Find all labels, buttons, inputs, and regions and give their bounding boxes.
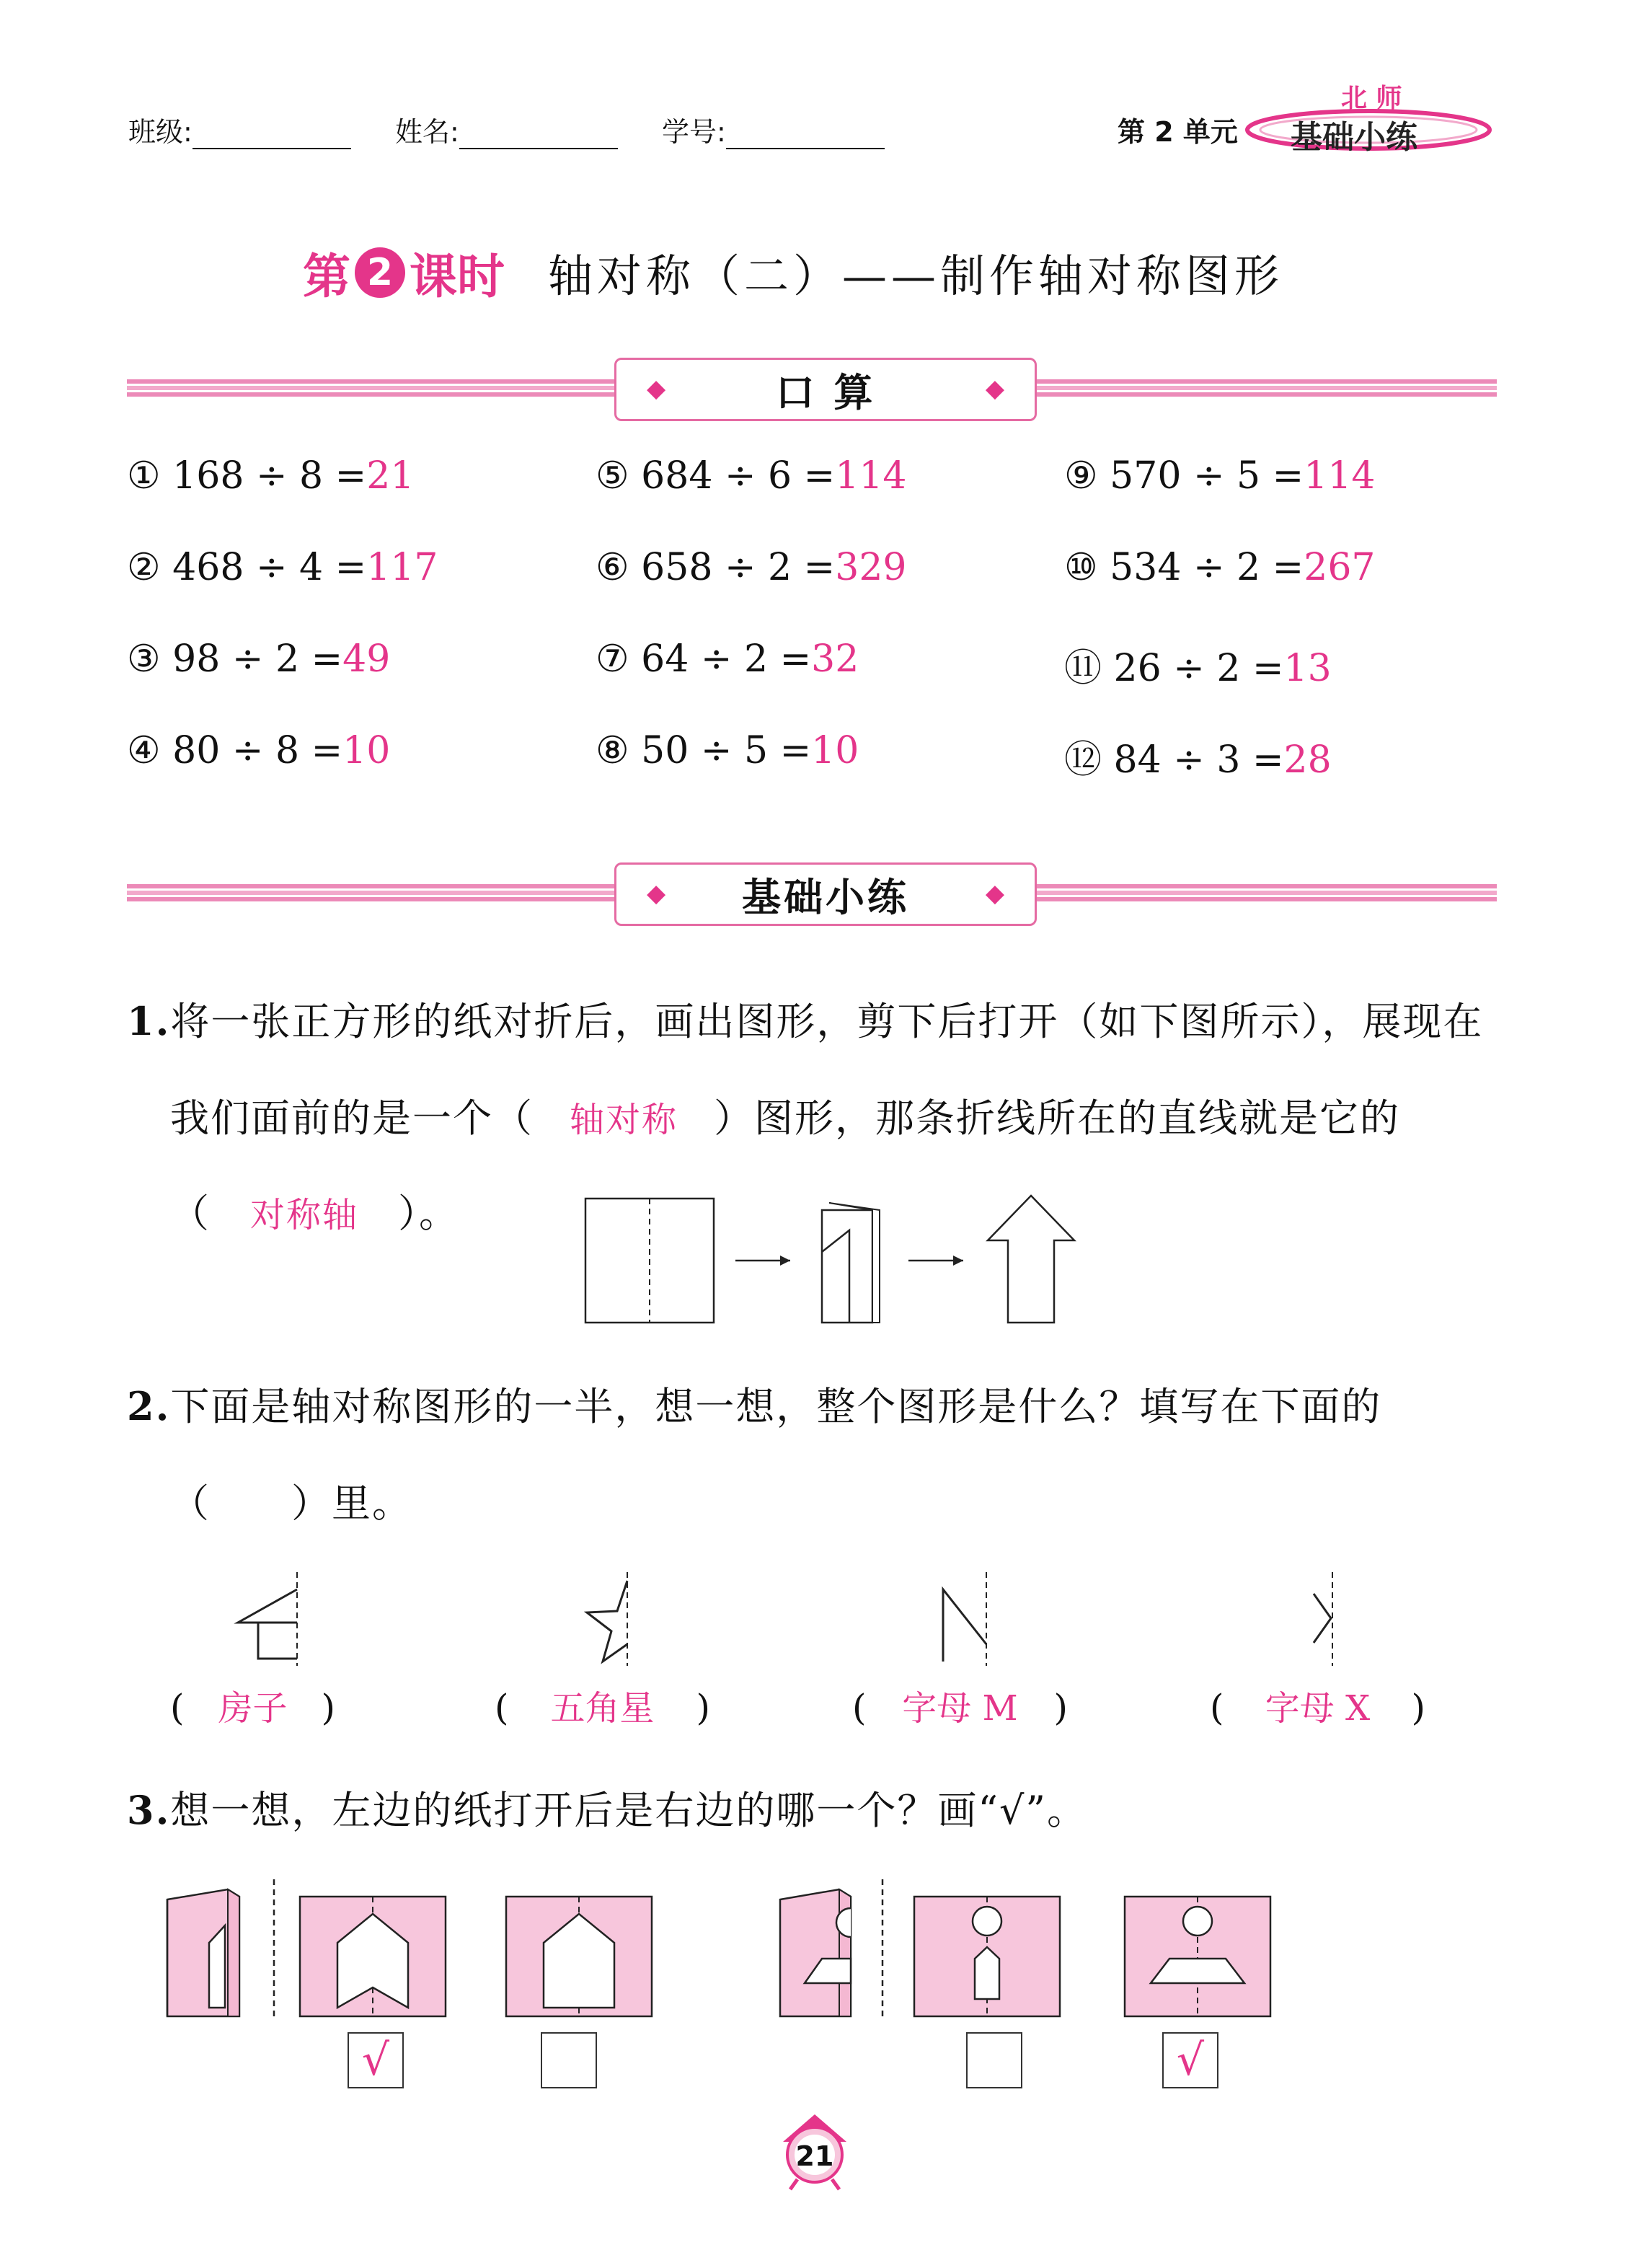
calc-answer: 49 bbox=[342, 637, 391, 681]
calc-item: ⑦ 64 ÷ 2 =32 bbox=[596, 637, 859, 681]
q2-half-figures bbox=[216, 1565, 1370, 1673]
lesson-number-badge: 2 bbox=[355, 247, 405, 298]
q3-number: 3 bbox=[127, 1787, 156, 1833]
calc-item: ① 168 ÷ 8 =21 bbox=[127, 454, 415, 498]
brand-bottom: 基础小练 bbox=[1291, 119, 1417, 156]
calc-answer: 13 bbox=[1283, 647, 1332, 690]
q1-line2: 我们面前的是一个（ 轴对称 ）图形，那条折线所在的直线就是它的 bbox=[170, 1087, 1400, 1143]
calc-answer: 21 bbox=[366, 454, 415, 498]
calc-item: ⑪ 26 ÷ 2 =13 bbox=[1064, 647, 1332, 690]
calc-answer: 267 bbox=[1304, 546, 1376, 589]
calc-item: ⑩ 534 ÷ 2 =267 bbox=[1064, 546, 1376, 589]
calc-answer: 117 bbox=[366, 546, 438, 589]
q3-checkbox-2[interactable] bbox=[541, 2032, 597, 2088]
q3-checkbox-1[interactable]: √ bbox=[348, 2032, 404, 2088]
brand-top: 北 师 bbox=[1341, 84, 1402, 113]
brand-logo bbox=[1239, 78, 1498, 157]
q3-figures bbox=[159, 1875, 1298, 2026]
calc-item: ③ 98 ÷ 2 =49 bbox=[127, 637, 391, 681]
q1-folding-diagram bbox=[577, 1183, 1081, 1334]
diamond-icon: ◆ bbox=[985, 374, 1004, 404]
name-label: 姓名: bbox=[395, 116, 459, 148]
page-number-badge bbox=[771, 2110, 858, 2197]
q1-line1: 1.将一张正方形的纸对折后，画出图形，剪下后打开（如下图所示），展现在 bbox=[127, 998, 1484, 1044]
q2-line1: 2.下面是轴对称图形的一半，想一想，整个图形是什么？填写在下面的 bbox=[127, 1383, 1382, 1429]
lesson-title: 轴对称（二）——制作轴对称图形 bbox=[548, 250, 1284, 302]
basic-section-title: 基础小练 bbox=[742, 874, 909, 920]
q2-answer-4[interactable]: ( 字母 X ) bbox=[1210, 1687, 1426, 1729]
calc-item: ⑤ 684 ÷ 6 =114 bbox=[596, 454, 907, 498]
unit-label: 第 2 单元 bbox=[1118, 116, 1238, 148]
oral-section-header bbox=[614, 358, 1037, 421]
q2-line2: （ ）里。 bbox=[170, 1481, 412, 1526]
lesson-suffix: 课时 bbox=[410, 249, 505, 304]
calc-answer: 32 bbox=[811, 637, 859, 681]
id-field[interactable] bbox=[662, 110, 885, 149]
name-blank[interactable] bbox=[459, 123, 618, 149]
page-number: 21 bbox=[795, 2140, 834, 2172]
lesson-heading bbox=[303, 238, 1283, 306]
class-field[interactable] bbox=[128, 110, 351, 149]
calc-answer: 28 bbox=[1283, 738, 1332, 782]
q1-answer2[interactable]: 对称轴 bbox=[249, 1195, 358, 1235]
q3-checkbox-4[interactable]: √ bbox=[1162, 2032, 1218, 2088]
calc-item: ⑥ 658 ÷ 2 =329 bbox=[596, 546, 907, 589]
diamond-icon: ◆ bbox=[985, 879, 1004, 909]
calc-answer: 114 bbox=[835, 454, 907, 498]
q1-number: 1 bbox=[127, 998, 156, 1044]
calc-answer: 10 bbox=[342, 729, 391, 772]
q1-answer1[interactable]: 轴对称 bbox=[569, 1100, 678, 1140]
id-label: 学号: bbox=[662, 116, 726, 148]
basic-section-header bbox=[614, 862, 1037, 926]
calc-item: ⑫ 84 ÷ 3 =28 bbox=[1064, 738, 1332, 782]
calc-item: ④ 80 ÷ 8 =10 bbox=[127, 729, 391, 772]
q1-line3: （ 对称轴 ）。 bbox=[170, 1183, 459, 1238]
calc-item: ② 468 ÷ 4 =117 bbox=[127, 546, 438, 589]
q2-answer-1[interactable]: ( 房子 ) bbox=[170, 1687, 336, 1729]
class-blank[interactable] bbox=[193, 123, 351, 149]
diamond-icon: ◆ bbox=[647, 879, 666, 909]
calc-item: ⑧ 50 ÷ 5 =10 bbox=[596, 729, 859, 772]
q2-answer-3[interactable]: ( 字母 M ) bbox=[852, 1687, 1069, 1729]
name-field[interactable] bbox=[395, 110, 618, 149]
calc-answer: 329 bbox=[835, 546, 907, 589]
q2-number: 2 bbox=[127, 1383, 156, 1429]
diamond-icon: ◆ bbox=[647, 374, 666, 404]
calc-item: ⑨ 570 ÷ 5 =114 bbox=[1064, 454, 1376, 498]
id-blank[interactable] bbox=[726, 123, 885, 149]
calc-answer: 10 bbox=[811, 729, 859, 772]
q3-checkbox-3[interactable] bbox=[966, 2032, 1022, 2088]
oral-section-title: 口 算 bbox=[775, 369, 876, 415]
q2-answer-2[interactable]: ( 五角星 ) bbox=[495, 1687, 711, 1729]
calc-answer: 114 bbox=[1304, 454, 1376, 498]
q3-text: 3.想一想，左边的纸打开后是右边的哪一个？画“√”。 bbox=[127, 1787, 1088, 1833]
class-label: 班级: bbox=[128, 116, 193, 148]
lesson-prefix: 第 bbox=[303, 249, 350, 304]
